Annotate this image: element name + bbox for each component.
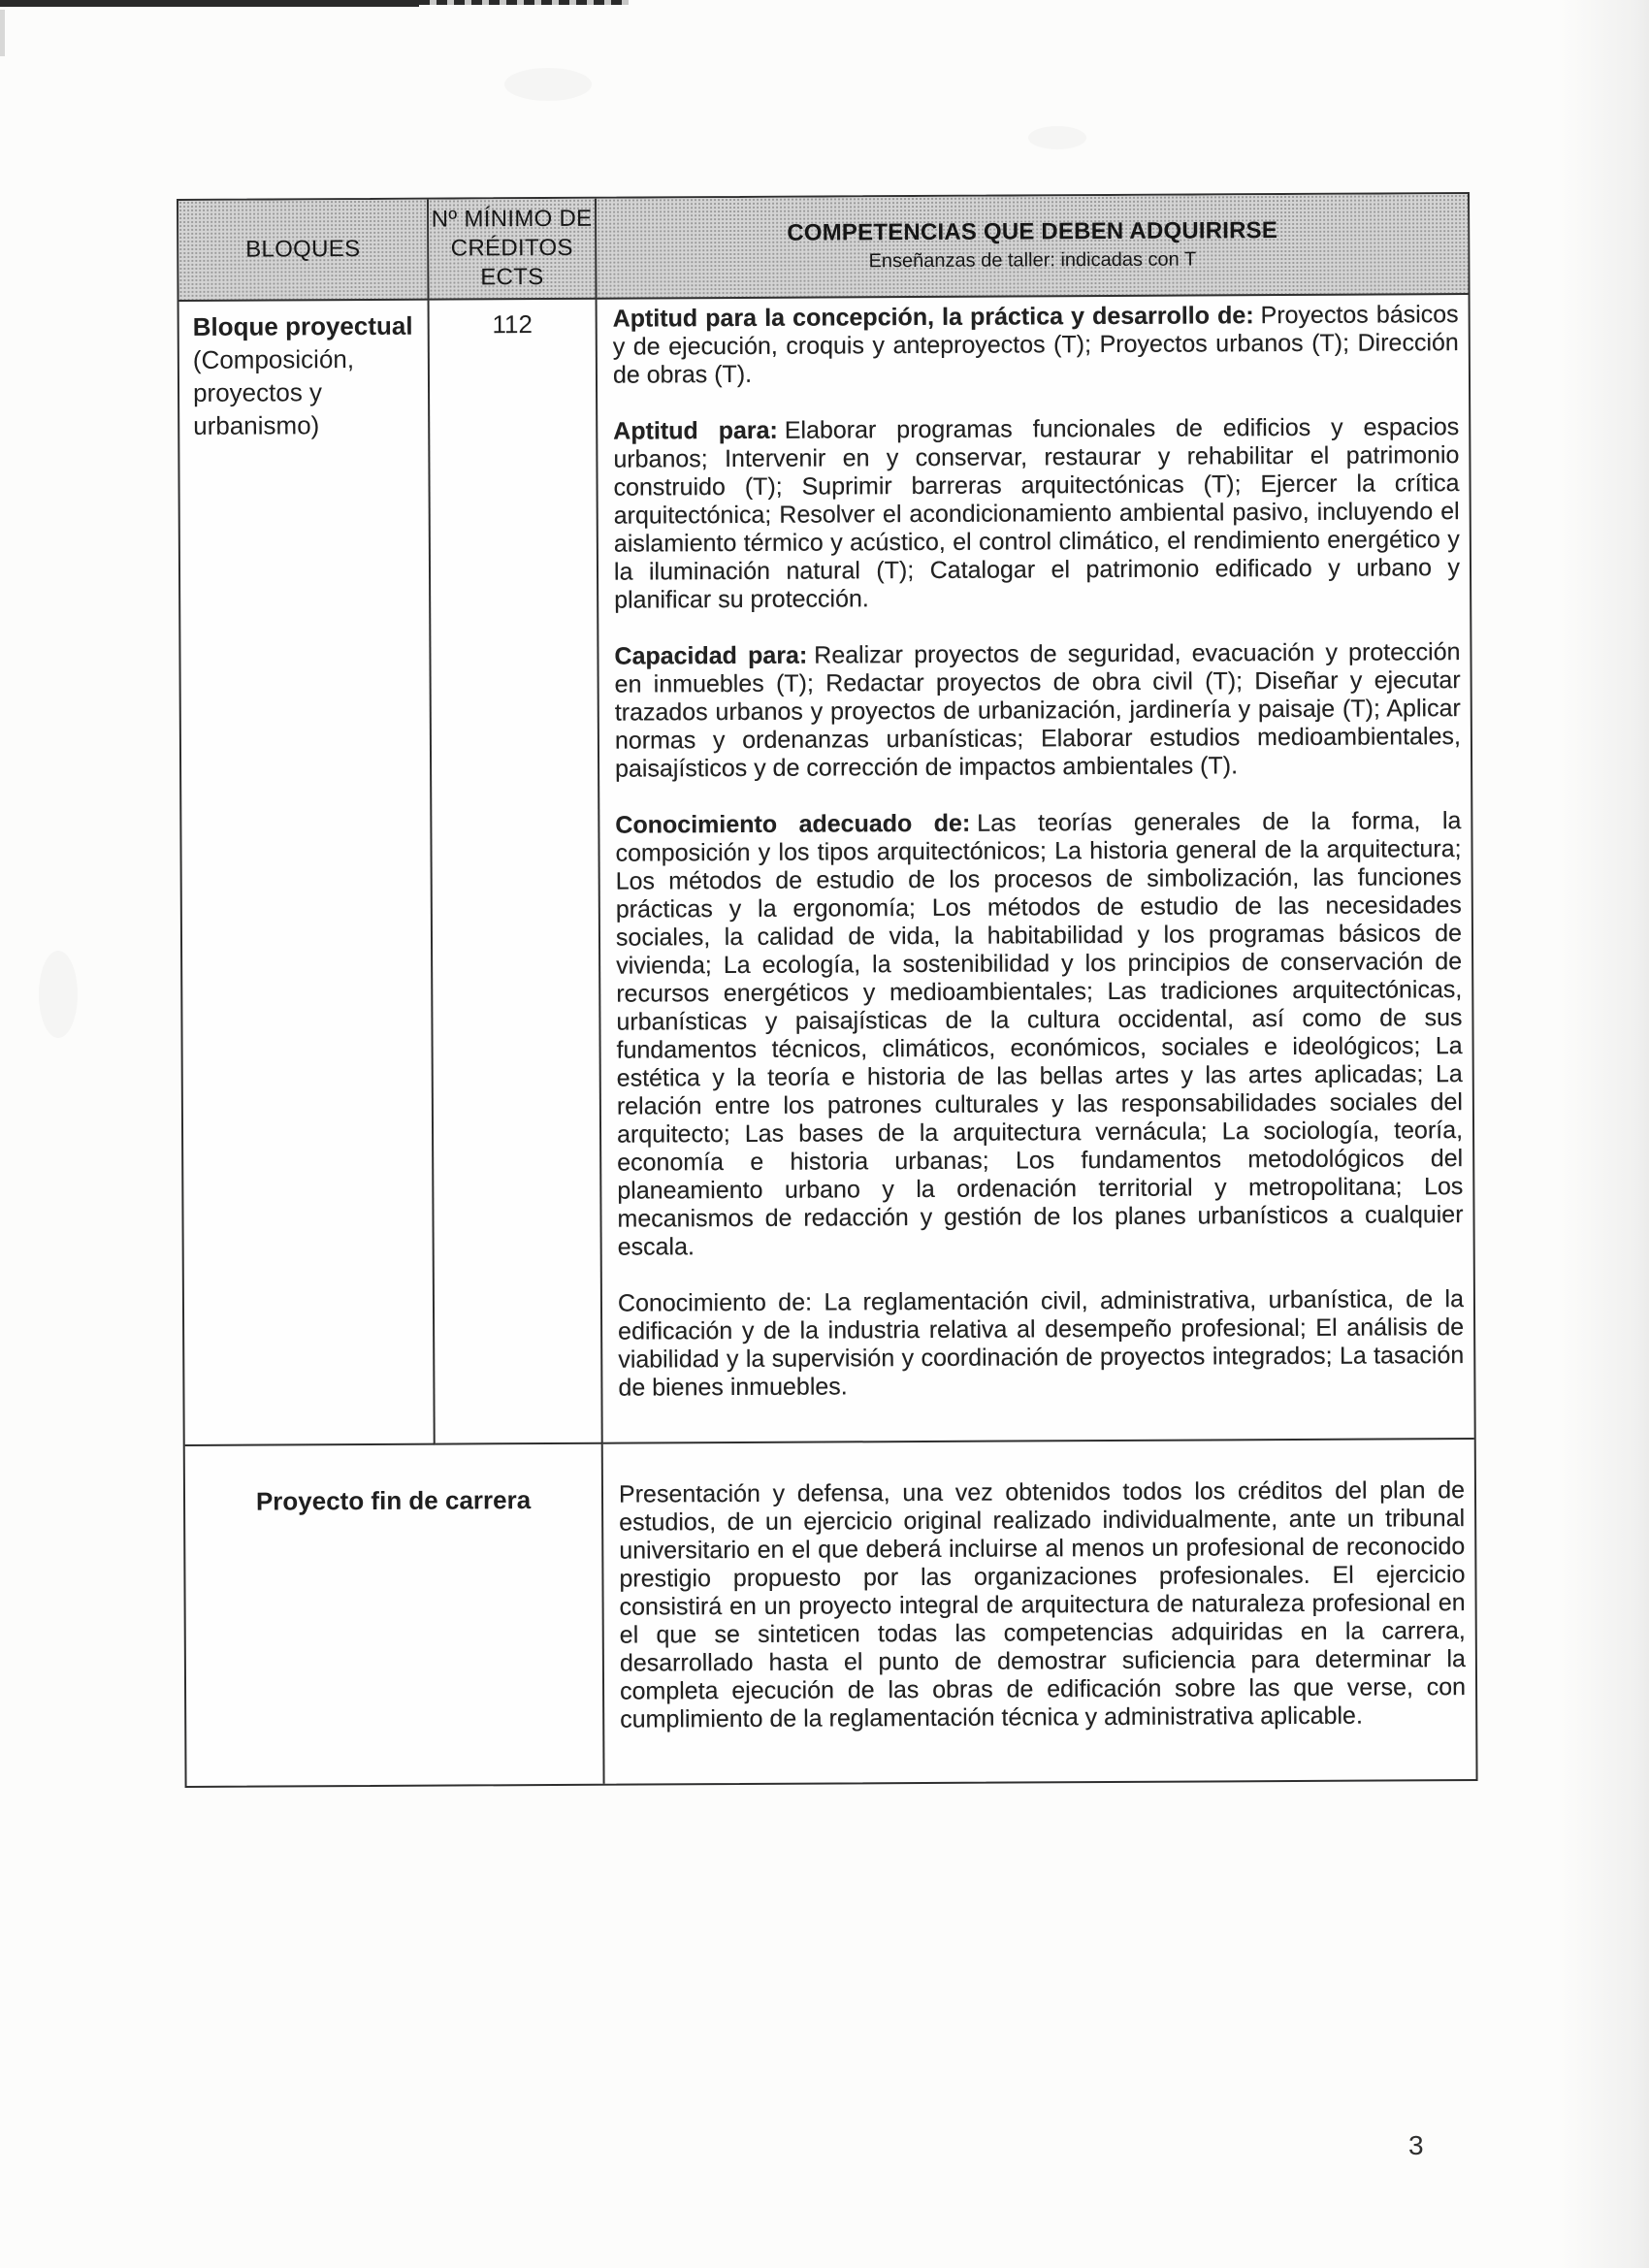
competencias-header-title: COMPETENCIAS QUE DEBEN ADQUIRIRSE — [787, 217, 1278, 246]
header-cell-creditos — [429, 199, 598, 301]
competency-paragraph-conocimiento-adecuado — [615, 807, 1463, 1262]
scan-edge-shadow — [1560, 0, 1649, 2268]
competency-paragraph-conocimiento — [618, 1285, 1465, 1403]
scan-smudge — [504, 68, 592, 101]
creditos-header-line2: CRÉDITOS — [450, 234, 573, 262]
cell-bloque-proyectual — [179, 301, 436, 1446]
paragraph-text: Presentación y defensa, una vez obtenidos todos los créditos del plan de estudios, de un ejercicio original realizado individualmente, ante un tribunal universitario en el que deberá incluirse al menos un profesional de reconocido prestigio propuesto por las organizaciones profesionales. El ejercicio consistirá en un proyecto integral de arquitectura de naturaleza profesional en el que se sinteticen todas las competencias adquiridas en la carrera, desarrollado hasta el punto de demostrar suficiencia para determinar la completa ejecución de las obras de edificación sobre las que verse, con cumplimiento de la reglamentación técnica y administrativa aplicable. — [618, 1476, 1467, 1733]
scan-smudge — [1028, 126, 1086, 149]
cell-proyecto-fin-de-carrera — [185, 1444, 605, 1786]
creditos-value: 112 — [492, 309, 533, 340]
paragraph-lead: Capacidad para: — [614, 641, 808, 670]
paragraph-text: Realizar proyectos de seguridad, evacuación y protección en inmuebles (T); Redactar proyectos de obra civil (T); Diseñar y ejecutar trazados urbanos y proyectos de urbanización, jardinería y paisaje (T); Aplicar normas y ordenanzas urbanísticas; Elaborar estudios medioambientales, paisajísticos y de corrección de impactos ambientales (T). — [614, 638, 1461, 783]
paragraph-text: Elaborar programas funcionales de edificios y espacios urbanos; Intervenir en y conservar, restaurar y rehabilitar el patrimonio construido (T); Suprimir barreras arquitectónicas (T); Ejercer la crítica arquitectónica; Resolver el acondicionamiento ambiental pasivo, incluyendo el aislamiento térmico y acústico, el control climático, el rendimiento energético y la iluminación natural (T); Catalogar el patrimonio edificado y urbano y planificar su protección. — [613, 413, 1461, 614]
competency-paragraph-capacidad — [614, 638, 1461, 784]
paragraph-text: Proyectos básicos y de ejecución, croquis y anteproyectos (T); Proyectos urbanos (T); Dirección de obras (T). — [612, 301, 1459, 389]
paragraph-lead: Conocimiento adecuado de: — [615, 809, 971, 839]
proyecto-fin-de-carrera-title: Proyecto fin de carrera — [255, 1485, 532, 1516]
scan-artifact-top-line — [0, 0, 419, 7]
header-cell-competencias — [597, 194, 1469, 300]
scan-artifact-corner-mark — [0, 10, 5, 56]
bloques-header-label: BLOQUES — [245, 236, 361, 263]
scan-artifact-top-dashes — [419, 0, 629, 5]
bloque-proyectual-detail: (Composición, proyectos y urbanismo) — [192, 344, 355, 440]
page-number: 3 — [1408, 2130, 1424, 2160]
scan-smudge — [39, 951, 78, 1038]
creditos-header-line3: ECTS — [480, 264, 544, 291]
paragraph-lead: Aptitud para la concepción, la práctica y desarrollo de: — [612, 302, 1254, 333]
creditos-header-line1: Nº MÍNIMO DE — [431, 205, 593, 233]
paragraph-text: Conocimiento de: La reglamentación civil, administrativa, urbanística, de la edificación y de la industria relativa al desempeño profesional; El análisis de viabilidad y la supervisión y coordinación de proyectos integrados; La tasación de bienes inmuebles. — [617, 1285, 1465, 1402]
cell-creditos-value — [430, 300, 603, 1445]
cell-competencias-proyecto-fin — [603, 1440, 1476, 1784]
competency-paragraph-aptitud-concepcion — [613, 301, 1459, 390]
paragraph-text: Las teorías generales de la forma, la composición y los tipos arquitectónicos; La historia general de la arquitectura; Los métodos de estudio de los procesos de simbolización, las funciones prácticas y la ergonomía; Los métodos de estudio de las necesidades sociales, la calidad de vida, la habitabilidad y los programas básicos de vivienda; La ecología, la sostenibilidad y los principios de conservación de recursos energéticos y medioambientales; Las tradiciones arquitectónicas, urbanísticas y paisajísticas de la cultura occidental, así como de sus fundamentos técnicos, climáticos, económicos, sociales e ideológicos; La estética y la teoría e historia de las bellas artes y las artes aplicadas; La relación entre los patrones culturales y las responsabilidades sociales del arquitecto; Las bases de la arquitectura vernácula; La sociología, teoría, economía e historia urbanas; Los fundamentos metodológicos del planeamiento urbano y la ordenación territorial y metropolitana; Los mecanismos de redacción y gestión de los planes urbanísticos a cualquier escala. — [615, 807, 1464, 1261]
paragraph-lead: Aptitud para: — [613, 416, 778, 445]
bloque-proyectual-title: Bloque proyectual — [192, 310, 413, 341]
competency-paragraph-presentacion — [619, 1476, 1466, 1734]
competencies-table — [177, 192, 1478, 1788]
competency-paragraph-aptitud — [613, 413, 1460, 615]
competencias-header-note: Enseñanzas de taller: indicadas con T — [868, 248, 1197, 273]
cell-competencias-bloque-proyectual — [598, 295, 1474, 1444]
header-cell-bloques — [178, 200, 430, 302]
